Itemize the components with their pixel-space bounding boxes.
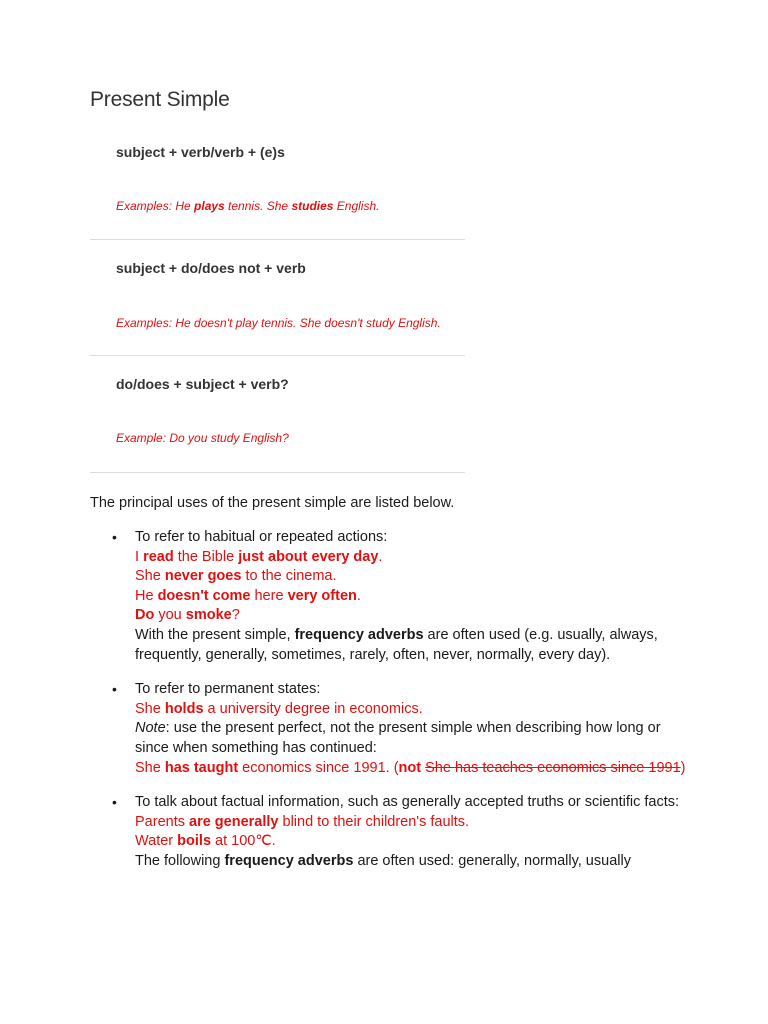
example-text: Water (135, 833, 178, 850)
example-text: She (135, 759, 165, 776)
example-text: tennis. She (224, 199, 292, 213)
example-text: I (135, 548, 144, 565)
example-bold: boils (177, 833, 212, 850)
example-negative: Examples: He doesn't play tennis. She doesn't study English. (116, 316, 441, 330)
example-line (135, 832, 690, 852)
example-line (135, 548, 690, 568)
example-text: blind to their children's faults. (278, 813, 470, 830)
bullet-icon: • (112, 529, 117, 545)
example-question: Example: Do you study English? (116, 431, 289, 445)
example-text: . (356, 587, 361, 604)
example-bold: very often (287, 587, 357, 604)
example-text: Parents (135, 813, 189, 830)
note-text: are often used (e.g. usually, always, frequently, generally, sometimes, rarely, often, never, normally, every day). (135, 626, 658, 663)
example-text: English. (333, 199, 380, 213)
example-verb-bold: studies (291, 199, 334, 213)
use-heading: To refer to habitual or repeated actions: (135, 529, 388, 545)
example-text: you (154, 607, 186, 624)
example-text: She (135, 568, 165, 585)
note-text: are often used: generally, normally, usually (353, 852, 631, 869)
example-bold: read (143, 548, 174, 565)
example-text: here (250, 587, 288, 604)
example-text: economics since 1991. ( (238, 759, 399, 776)
divider (90, 239, 465, 240)
note-text: With the present simple, (135, 626, 295, 643)
list-item-permanent-states (90, 680, 690, 778)
example-line (135, 759, 690, 779)
example-text: the Bible (173, 548, 239, 565)
example-bold: holds (164, 700, 204, 717)
list-item-habitual-actions (90, 528, 690, 665)
bullet-icon: • (112, 681, 117, 698)
note-text: The following (135, 852, 225, 869)
use-note (135, 719, 690, 758)
example-text: a university degree in economics. (203, 700, 423, 717)
example-text: ? (231, 607, 240, 624)
example-text: to the cinema. (241, 568, 337, 585)
use-note (135, 852, 690, 872)
example-affirmative (116, 199, 379, 213)
example-text: Examples: He (116, 199, 195, 213)
example-bold: are generally (189, 813, 279, 830)
divider (90, 355, 465, 356)
formula-negative: subject + do/does not + verb (116, 260, 306, 276)
example-bold: never goes (164, 568, 242, 585)
list-item-factual-information (90, 793, 690, 871)
uses-list (90, 528, 690, 887)
example-bold: just about every day (238, 548, 379, 565)
example-text: He (135, 587, 158, 604)
example-bold: Do (135, 607, 155, 624)
example-text: at 100℃. (211, 833, 276, 850)
note-text: : use the present perfect, not the present simple when describing how long or since when something has continued: (135, 720, 661, 756)
intro-text: The principal uses of the present simple are listed below. (90, 495, 455, 511)
example-verb-bold: plays (194, 199, 225, 213)
example-bold: has taught (164, 759, 239, 776)
struck-example: She has teaches economics since 1991 (425, 759, 681, 776)
example-text: ) (680, 759, 686, 776)
formula-affirmative: subject + verb/verb + (e)s (116, 144, 285, 160)
note-bold: frequency adverbs (224, 852, 354, 869)
use-note (135, 626, 690, 665)
example-line (135, 567, 690, 587)
use-heading: To talk about factual information, such as generally accepted truths or scientific facts: (135, 794, 680, 811)
example-line (135, 606, 690, 626)
divider (90, 472, 465, 473)
example-text: She (135, 700, 165, 717)
example-bold: doesn't come (157, 587, 251, 604)
example-line (135, 700, 690, 720)
example-text: . (378, 548, 383, 565)
page-title: Present Simple (90, 88, 230, 111)
note-italic: Note (135, 720, 166, 737)
example-line (135, 813, 690, 833)
example-bold: smoke (185, 607, 232, 624)
formula-question: do/does + subject + verb? (116, 376, 289, 392)
use-heading: To refer to permanent states: (135, 681, 321, 698)
example-line (135, 587, 690, 607)
note-bold: frequency adverbs (294, 626, 424, 643)
example-bold: not (398, 759, 422, 776)
bullet-icon: • (112, 794, 117, 811)
